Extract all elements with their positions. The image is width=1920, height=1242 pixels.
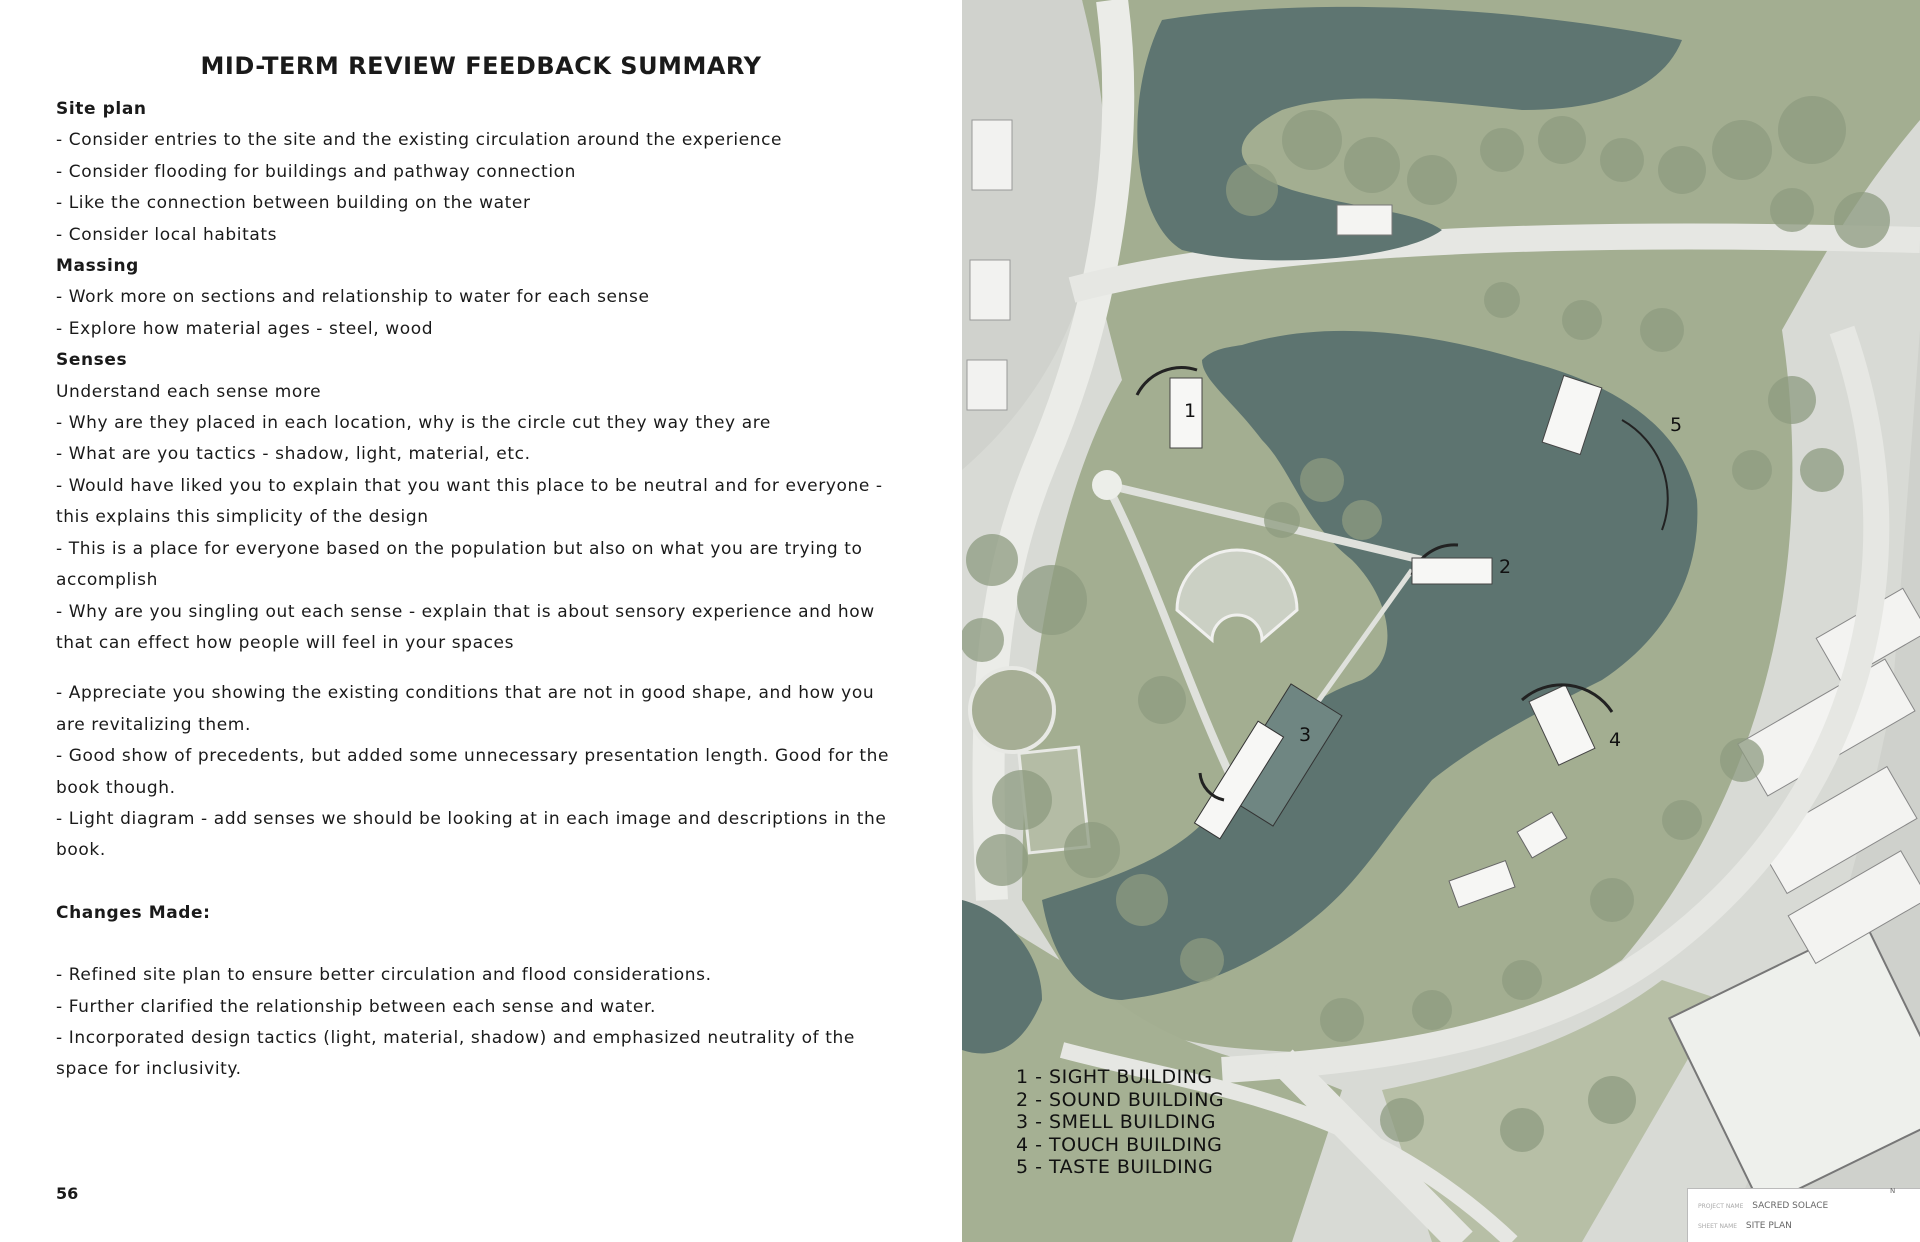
changes-item: - Further clarified the relationship between each sense and water. bbox=[56, 996, 657, 1017]
changes-heading: Changes Made: bbox=[56, 902, 211, 923]
page-number: 56 bbox=[56, 1184, 79, 1203]
building-2 bbox=[1412, 558, 1492, 584]
site-plan-item: - Like the connection between building on the water bbox=[56, 193, 531, 214]
title-block-project bbox=[1698, 1201, 1828, 1211]
general-item: - Light diagram - add senses we should be looking at in each image and descriptions in the book. bbox=[56, 808, 887, 861]
general-item: - Appreciate you showing the existing conditions that are not in good shape, and how you are revitalizing them. bbox=[56, 683, 875, 735]
urban-building bbox=[970, 260, 1010, 320]
senses-item: - This is a place for everyone based on the population but also on what you are trying to accomplish bbox=[56, 538, 863, 591]
senses-item: - Why are you singling out each sense - explain that is about sensory experience and how that can effect how people will feel in your spaces bbox=[56, 601, 875, 653]
senses-item: - What are you tactics - shadow, light, material, etc. bbox=[56, 444, 531, 465]
site-plan-drawing bbox=[962, 0, 1920, 1242]
legend-item: 5 - TASTE BUILDING bbox=[1016, 1156, 1214, 1179]
massing-item: - Explore how material ages - steel, wood bbox=[56, 318, 434, 339]
spacer bbox=[56, 929, 906, 960]
legend-item: 3 - SMELL BUILDING bbox=[1016, 1111, 1216, 1134]
spacer bbox=[56, 867, 906, 898]
senses-heading: Senses bbox=[56, 350, 128, 371]
site-plan-map bbox=[962, 0, 1920, 1242]
building-label: 4 bbox=[1609, 729, 1622, 751]
title-block-sheet bbox=[1698, 1221, 1792, 1231]
north-label: N bbox=[1890, 1187, 1896, 1195]
pavilion bbox=[1337, 205, 1392, 235]
urban-building bbox=[972, 120, 1012, 190]
general-item: - Good show of precedents, but added some unnecessary presentation length. Good for the book though. bbox=[56, 746, 890, 798]
site-plan-item: - Consider flooding for buildings and pathway connection bbox=[56, 161, 577, 182]
title-block bbox=[1687, 1188, 1920, 1242]
sheet-name: SITE PLAN bbox=[1745, 1221, 1792, 1231]
building-label: 2 bbox=[1499, 556, 1512, 578]
project-name-label: PROJECT NAME bbox=[1698, 1203, 1744, 1210]
spacer bbox=[56, 659, 906, 678]
sheet-name-label: SHEET NAME bbox=[1698, 1223, 1738, 1230]
building-label: 5 bbox=[1670, 414, 1683, 436]
changes-item: - Incorporated design tactics (light, material, shadow) and emphasized neutrality of the space for inclusivity. bbox=[56, 1027, 855, 1080]
urban-building bbox=[967, 360, 1007, 410]
senses-item: - Would have liked you to explain that you want this place to be neutral and for everyone - this explains this simplicity of the design bbox=[56, 475, 883, 528]
massing-heading: Massing bbox=[56, 256, 139, 277]
feedback-content bbox=[56, 94, 906, 1086]
site-plan-heading: Site plan bbox=[56, 99, 147, 119]
plaza bbox=[1092, 470, 1122, 500]
changes-item: - Refined site plan to ensure better circulation and flood considerations. bbox=[56, 965, 712, 986]
circular-garden bbox=[970, 668, 1054, 752]
legend-item: 4 - TOUCH BUILDING bbox=[1016, 1133, 1223, 1156]
project-name: SACRED SOLACE bbox=[1752, 1201, 1829, 1211]
building-label: 1 bbox=[1184, 400, 1197, 422]
site-plan-item: - Consider entries to the site and the existing circulation around the experience bbox=[56, 130, 783, 151]
legend-item: 1 - SIGHT BUILDING bbox=[1016, 1066, 1213, 1088]
site-plan-item: - Consider local habitats bbox=[56, 224, 278, 245]
massing-item: - Work more on sections and relationship to water for each sense bbox=[56, 287, 650, 308]
senses-intro: Understand each sense more bbox=[56, 381, 322, 402]
legend-item: 2 - SOUND BUILDING bbox=[1016, 1088, 1225, 1111]
page-title: MID-TERM REVIEW FEEDBACK SUMMARY bbox=[200, 52, 762, 80]
building-legend bbox=[1016, 1066, 1224, 1179]
building-label: 3 bbox=[1299, 724, 1312, 746]
senses-item: - Why are they placed in each location, why is the circle cut they way they are bbox=[56, 413, 771, 434]
